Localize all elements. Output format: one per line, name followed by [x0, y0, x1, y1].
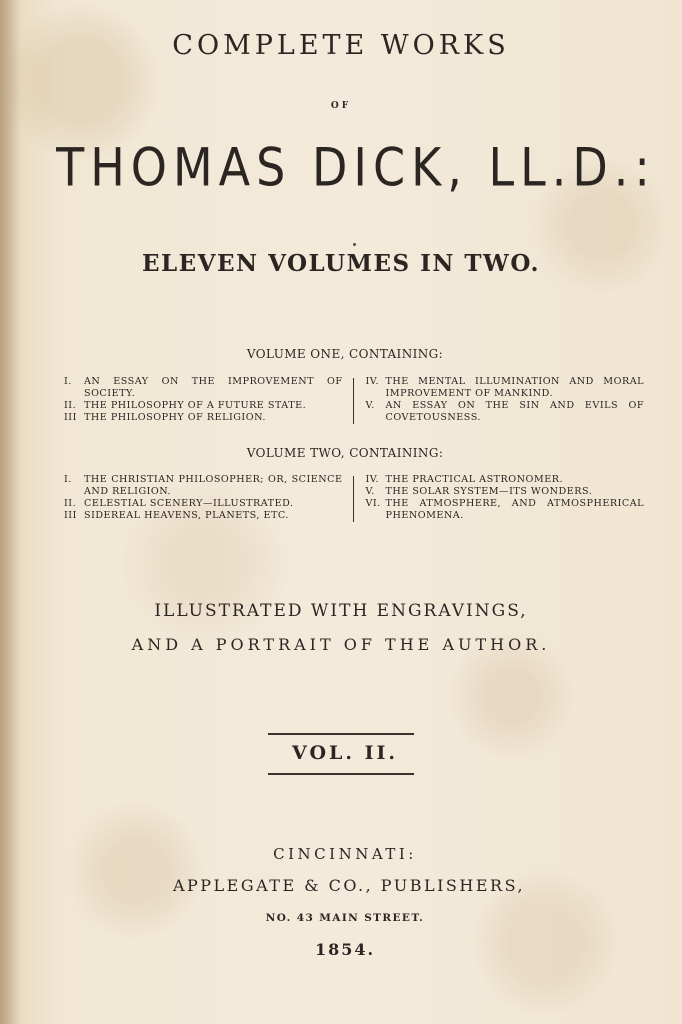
- imprint-year: 1854.: [314, 940, 376, 959]
- imprint-city: CINCINNATI:: [273, 845, 417, 863]
- complete-works-heading: COMPLETE WORKS: [172, 30, 510, 61]
- volume-two-right-column: [366, 474, 645, 522]
- contents-item: VI. THE ATMOSPHERE, AND ATMOSPHERICAL PHENOMENA.: [365, 498, 645, 521]
- rule-top: [268, 733, 414, 735]
- portrait-line: AND A PORTRAIT OF THE AUTHOR.: [131, 635, 551, 654]
- volume-number: VOL. II.: [292, 742, 398, 764]
- imprint-street: NO. 43 MAIN STREET.: [265, 912, 425, 924]
- imprint-publisher: APPLEGATE & CO., PUBLISHERS,: [172, 876, 526, 895]
- contents-item: II. CELESTIAL SCENERY—ILLUSTRATED.: [64, 498, 294, 509]
- volume-two-heading: VOLUME TWO, CONTAINING:: [246, 446, 444, 460]
- column-divider: [353, 378, 354, 424]
- volumes-subtitle: ELEVEN VOLUMES IN TWO.: [141, 250, 541, 277]
- volume-one-right-column: [366, 376, 645, 424]
- volume-two-contents: [64, 474, 644, 522]
- column-divider: [353, 476, 354, 522]
- contents-item: IV. THE MENTAL ILLUMINATION AND MORAL IMPROVEMENT OF MANKIND.: [365, 376, 645, 399]
- contents-item: IV. THE PRACTICAL ASTRONOMER.: [365, 474, 563, 485]
- contents-item: I. AN ESSAY ON THE IMPROVEMENT OF SOCIETY.: [64, 376, 343, 399]
- volume-one-left-column: [64, 376, 353, 424]
- ornament-dot: [353, 243, 356, 246]
- contents-item: V. THE SOLAR SYSTEM—ITS WONDERS.: [365, 486, 593, 497]
- of-label: OF: [330, 101, 352, 111]
- author-name: THOMAS DICK, LL.D.:: [56, 135, 656, 199]
- contents-item: III SIDEREAL HEAVENS, PLANETS, ETC.: [64, 510, 289, 521]
- contents-item: V. AN ESSAY ON THE SIN AND EVILS OF COVETOUSNESS.: [365, 400, 645, 423]
- contents-item: III THE PHILOSOPHY OF RELIGION.: [64, 412, 266, 423]
- volume-two-left-column: [64, 474, 353, 522]
- volume-one-contents: [64, 376, 644, 424]
- contents-item: II. THE PHILOSOPHY OF A FUTURE STATE.: [64, 400, 307, 411]
- rule-bottom: [268, 773, 414, 775]
- illustrated-line: ILLUSTRATED WITH ENGRAVINGS,: [154, 601, 528, 621]
- volume-one-heading: VOLUME ONE, CONTAINING:: [246, 347, 444, 361]
- contents-item: I. THE CHRISTIAN PHILOSOPHER; OR, SCIENCE AND RELIGION.: [64, 474, 343, 497]
